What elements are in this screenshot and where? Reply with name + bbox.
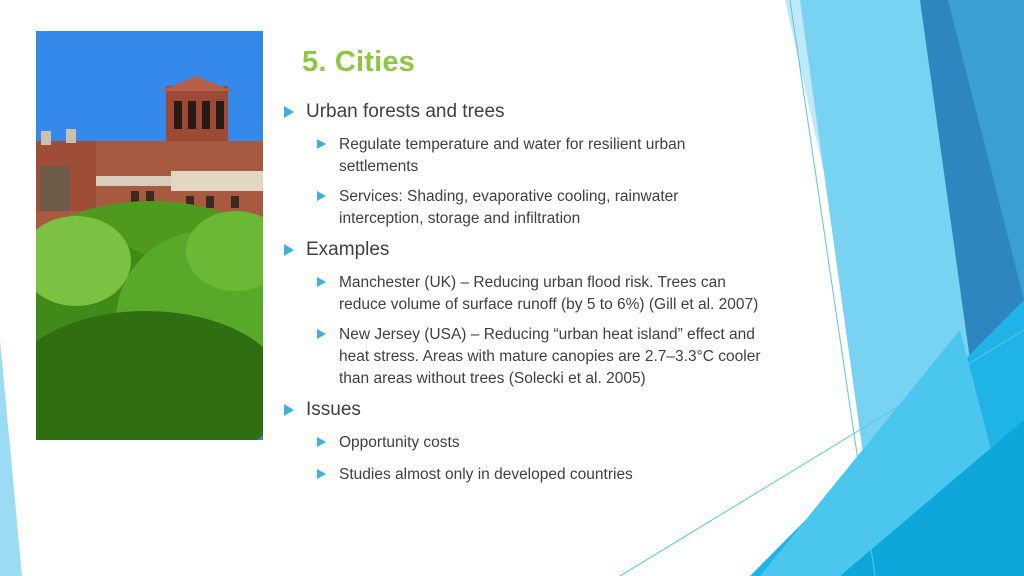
list-item	[284, 134, 764, 178]
triangle-bullet-icon	[284, 106, 294, 118]
section-heading-issues	[284, 398, 764, 422]
triangle-bullet-icon	[284, 404, 294, 416]
triangle-bullet-icon	[284, 244, 294, 256]
photo-illustration	[36, 31, 263, 440]
list-item	[284, 324, 764, 390]
triangle-bullet-icon	[317, 139, 326, 149]
section-heading-text: Examples	[306, 239, 390, 260]
triangle-bullet-icon	[317, 329, 326, 339]
bullet-content	[284, 100, 764, 486]
building-trees-photo	[36, 31, 263, 440]
list-item-text: New Jersey (USA) – Reducing “urban heat island” effect and heat stress. Areas with mature canopies are 2.7–3.3°C cooler than areas without trees (Solecki et al. 2005)	[339, 326, 761, 387]
slide-title: 5. Cities	[302, 46, 416, 78]
triangle-bullet-icon	[317, 437, 326, 447]
left-edge-facet	[0, 340, 22, 576]
list-item-text: Manchester (UK) – Reducing urban flood risk. Trees can reduce volume of surface runoff (by 5 to 6%) (Gill et al. 2007)	[339, 274, 759, 313]
list-item	[284, 186, 764, 230]
section-heading-text: Urban forests and trees	[306, 101, 505, 122]
list-item	[284, 432, 764, 454]
list-item-text: Studies almost only in developed countries	[339, 466, 633, 483]
list-item-text: Opportunity costs	[339, 434, 460, 451]
list-item-text: Regulate temperature and water for resilient urban settlements	[339, 136, 686, 175]
list-item-text: Services: Shading, evaporative cooling, rainwater interception, storage and infiltration	[339, 188, 679, 227]
triangle-bullet-icon	[317, 191, 326, 201]
section-heading-text: Issues	[306, 399, 361, 420]
section-heading-examples	[284, 238, 764, 262]
triangle-bullet-icon	[317, 277, 326, 287]
triangle-bullet-icon	[317, 469, 326, 479]
section-heading-urban-forests	[284, 100, 764, 124]
list-item	[284, 272, 764, 316]
list-item	[284, 464, 764, 486]
